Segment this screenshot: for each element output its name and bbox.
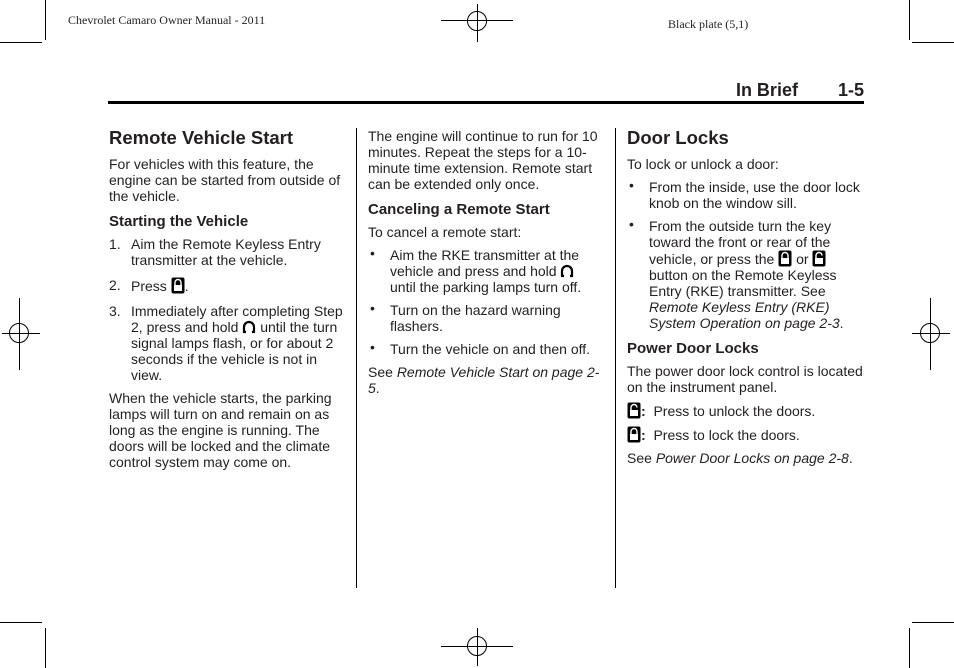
cancel-bullet-2 <box>368 302 603 334</box>
see-prefix: See <box>627 450 652 466</box>
lock-text: Press to lock the doors. <box>653 427 800 443</box>
door-locks-heading: Door Locks <box>627 127 729 148</box>
remote-start-intro: For vehicles with this feature, the engine can be started from outside of the vehicle. <box>109 156 341 204</box>
cancel-bullet-3 <box>368 341 603 357</box>
door-bullet-2 <box>627 218 867 331</box>
colon: : <box>641 403 646 419</box>
bullet-text: From the inside, use the door lock knob on the window sill. <box>649 179 860 211</box>
lock-icon <box>778 250 792 267</box>
step-text: Immediately after completing Step 2, press and hold <box>131 303 343 335</box>
step-number: 1. <box>109 236 121 252</box>
bullet-dot: • <box>629 216 634 232</box>
after-start-text: When the vehicle starts, the parking lamps will turn on and remain on as long as the engine is running. The doors will be locked and the climate control system may come on. <box>109 390 332 470</box>
unlock-icon <box>812 250 826 267</box>
unlock-icon <box>627 402 641 419</box>
section-title: In Brief <box>735 80 798 100</box>
see-remote-start-ref <box>368 364 603 396</box>
manual-title: Chevrolet Camaro Owner Manual - 2011 <box>68 13 266 27</box>
bullet-text-end: until the parking lamps turn off. <box>390 279 582 295</box>
page-number: 1-5 <box>837 80 864 100</box>
cross-reference: Remote Vehicle Start on page 2-5 <box>368 364 600 396</box>
step-1 <box>109 236 347 268</box>
step-2 <box>109 277 347 294</box>
cancel-intro: To cancel a remote start: <box>368 224 522 240</box>
colon: : <box>641 427 646 443</box>
remote-start-icon <box>560 264 574 279</box>
step-text: Press <box>131 278 167 294</box>
step-number: 3. <box>109 303 121 319</box>
see-prefix: See <box>368 364 393 380</box>
header-rule <box>108 101 864 104</box>
see-suffix: . <box>375 380 380 396</box>
unlock-text: Press to unlock the doors. <box>653 403 816 419</box>
see-power-locks-ref <box>627 450 867 466</box>
cancel-heading: Canceling a Remote Start <box>368 201 550 218</box>
lock-icon <box>171 277 185 294</box>
continue-text: The engine will continue to run for 10 minutes. Repeat the steps for a 10-minute time extension. Remote start can be extended only once. <box>368 128 598 192</box>
column-divider-2 <box>615 128 616 588</box>
remote-start-heading: Remote Vehicle Start <box>109 127 294 148</box>
bullet-text: Aim the RKE transmitter at the vehicle and press and hold <box>390 247 580 279</box>
bullet-text: Turn the vehicle on and then off. <box>390 341 591 357</box>
bullet-text-end: button on the Remote Keyless Entry (RKE) transmitter. See <box>649 267 837 299</box>
or-text: or <box>796 251 809 267</box>
power-door-locks-heading: Power Door Locks <box>627 340 759 357</box>
column-divider-1 <box>356 128 357 588</box>
bullet-text: From the outside turn the key toward the front or rear of the vehicle, or press the <box>649 218 832 267</box>
see-suffix: . <box>848 450 853 466</box>
cross-reference: Power Door Locks on page 2-8 <box>655 450 849 466</box>
column-remote-start <box>109 128 347 470</box>
bullet-dot: • <box>370 245 375 261</box>
lock-icon <box>627 426 641 443</box>
door-bullet-1 <box>627 179 867 211</box>
power-door-locks-intro: The power door lock control is located on the instrument panel. <box>627 363 863 395</box>
remote-start-icon <box>242 320 256 335</box>
lock-instruction <box>627 426 867 443</box>
step-text-end: until the turn signal lamps flash, or for about 2 seconds if the vehicle is not in view. <box>131 319 338 383</box>
door-locks-intro: To lock or unlock a door: <box>627 156 779 172</box>
column-cancel <box>368 128 603 396</box>
step-3 <box>109 303 347 383</box>
step-text: Aim the Remote Keyless Entry transmitter at the vehicle. <box>131 236 321 268</box>
plate-label: Black plate (5,1) <box>668 17 749 31</box>
bullet-dot: • <box>370 339 375 355</box>
ref-end: . <box>839 315 844 331</box>
running-head <box>736 80 864 101</box>
bullet-dot: • <box>370 300 375 316</box>
cross-reference: Remote Keyless Entry (RKE) System Operation on page 2-3 <box>649 299 840 331</box>
unlock-instruction <box>627 402 867 419</box>
starting-heading: Starting the Vehicle <box>109 213 249 230</box>
step-text-end: . <box>184 278 189 294</box>
bullet-text: Turn on the hazard warning flashers. <box>390 302 561 334</box>
column-door-locks <box>627 128 867 466</box>
bullet-dot: • <box>629 177 634 193</box>
step-number: 2. <box>109 277 121 293</box>
cancel-bullet-1 <box>368 247 603 295</box>
